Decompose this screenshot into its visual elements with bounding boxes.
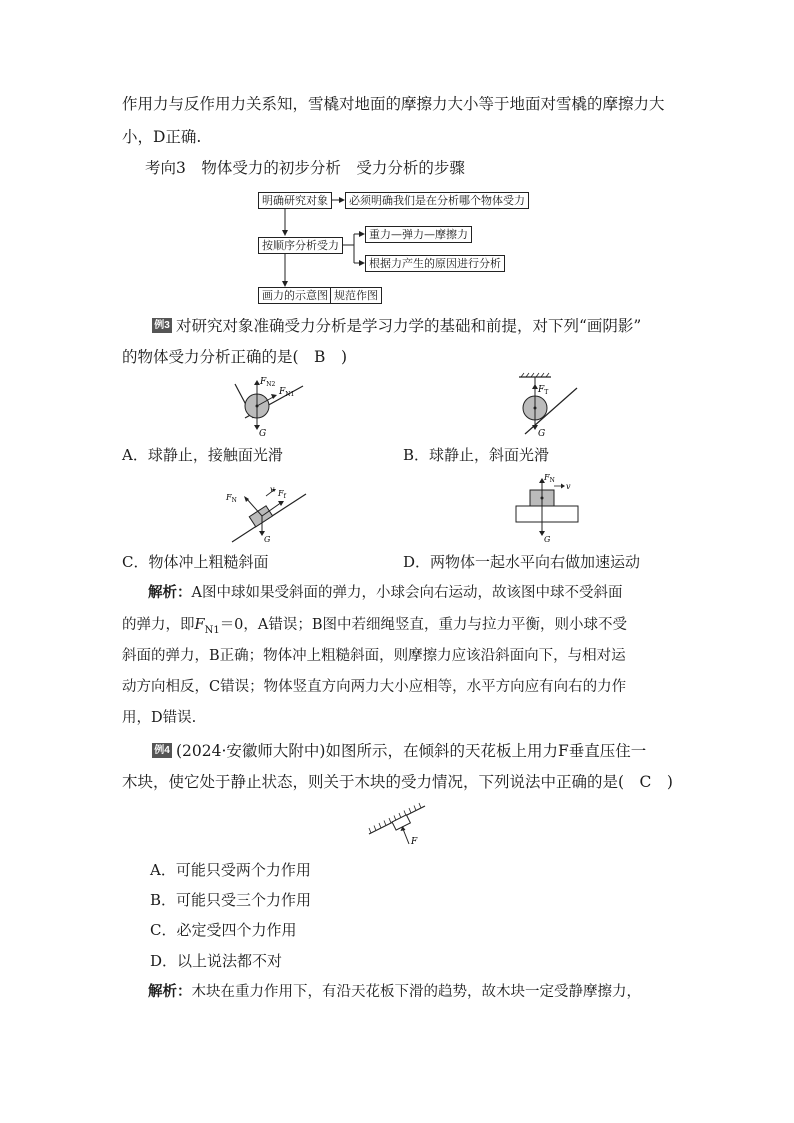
example-3-option-b: B．球静止，斜面光滑 — [403, 446, 550, 464]
flow-step-2-note-a: 重力—弹力—摩擦力 — [365, 226, 472, 243]
figure-b-ft-label: $F_T$ — [538, 385, 549, 396]
figure-d-fn-label: $F_N$ — [544, 473, 555, 484]
example-3-analysis-subscript: N1 — [204, 624, 220, 636]
example-3-analysis-line-5: 用，D错误. — [122, 710, 197, 726]
figure-b — [505, 372, 585, 438]
figure-a-fn1-label: $F_{N1}$ — [279, 387, 295, 398]
example-4-analysis-text-1: 木块在重力作用下，有沿天花板下滑的趋势，故木块一定受静摩擦力， — [191, 984, 641, 1000]
example-3-analysis-symbol: F — [194, 617, 205, 633]
example-4-option-c: C．必定受四个力作用 — [150, 921, 297, 939]
example-3-analysis-line-1 — [148, 583, 622, 603]
example-3-option-c: C．物体冲上粗糙斜面 — [122, 553, 269, 571]
example-3-option-d: D．两物体一起水平向右做加速运动 — [403, 553, 641, 571]
flow-step-1: 明确研究对象 — [258, 192, 332, 209]
flow-step-3: 画力的示意图 — [258, 287, 332, 304]
example-4-stem-line-1: (2024·安徽师大附中)如图所示，在倾斜的天花板上用力F垂直压住一 — [176, 742, 647, 760]
figure-a — [225, 372, 315, 438]
example-4-option-d: D．以上说法都不对 — [150, 952, 283, 970]
example-3-analysis-line-3: 斜面的弹力，B正确；物体冲上粗糙斜面，则摩擦力应该沿斜面向下，与相对运 — [122, 648, 626, 664]
section-title: 考向3 物体受力的初步分析 受力分析的步骤 — [145, 159, 465, 177]
example-4-stem-line-2: 木块，使它处于静止状态，则关于木块的受力情况，下列说法中正确的是( C ) — [122, 773, 673, 791]
figure-c-v-label: v — [270, 485, 275, 494]
figure-example-4 — [365, 800, 435, 850]
figure-c-ff-label: $F_f$ — [278, 489, 286, 500]
figure-b-g-label: G — [538, 429, 546, 438]
flow-step-2: 按顺序分析受力 — [258, 237, 343, 254]
example-3-tag: 例3 — [152, 318, 172, 333]
figure-a-fn2-label: $F_{N2}$ — [260, 377, 276, 388]
figure-d-v-label: v — [566, 482, 571, 491]
figure-c-g-label: G — [264, 535, 271, 544]
example-3-analysis-line-4: 动方向相反，C错误；物体竖直方向两力大小应相等，水平方向应有向右的力作 — [122, 679, 627, 695]
figure-a-g-label: G — [259, 429, 267, 438]
example-3-analysis-text-1: A图中球如果受斜面的弹力，小球会向右运动，故该图中球不受斜面 — [191, 585, 623, 601]
intro-line-2: 小，D正确. — [122, 128, 202, 146]
example-3-analysis-line-2 — [122, 615, 627, 641]
example-4-analysis-label: 解析： — [148, 983, 192, 1000]
flow-step-1-note: 必须明确我们是在分析哪个物体受力 — [345, 192, 529, 209]
figure-c — [222, 482, 312, 544]
flow-step-2-note-b: 根据力产生的原因进行分析 — [365, 255, 505, 272]
example-3-stem-line-2: 的物体受力分析正确的是( B ) — [122, 348, 347, 366]
figure-c-fn-label: $F_N$ — [226, 493, 237, 504]
example-3-analysis-text-2b: ＝0，A错误；B图中若细绳竖直，重力与拉力平衡，则小球不受 — [219, 617, 628, 633]
example-4-tag: 例4 — [152, 743, 172, 758]
example-3-option-a: A．球静止，接触面光滑 — [122, 446, 283, 464]
figure-example-4-f-label: F — [411, 837, 418, 847]
figure-d-g-label: G — [544, 535, 551, 544]
figure-d — [506, 472, 596, 544]
example-4-option-b: B．可能只受三个力作用 — [150, 891, 312, 909]
example-4-option-a: A．可能只受两个力作用 — [150, 861, 311, 879]
flow-step-3-note: 规范作图 — [330, 287, 382, 304]
example-3-analysis-text-2a: 的弹力，即 — [122, 617, 195, 633]
intro-line-1: 作用力与反作用力关系知，雪橇对地面的摩擦力大小等于地面对雪橇的摩擦力大 — [122, 95, 665, 113]
example-3-stem-line-1: 对研究对象准确受力分析是学习力学的基础和前提，对下列“画阴影” — [176, 317, 642, 335]
figure-example-4-f-arrow — [403, 829, 409, 844]
example-3-analysis-label: 解析： — [148, 584, 192, 601]
example-4-analysis-line-1 — [148, 982, 641, 1002]
